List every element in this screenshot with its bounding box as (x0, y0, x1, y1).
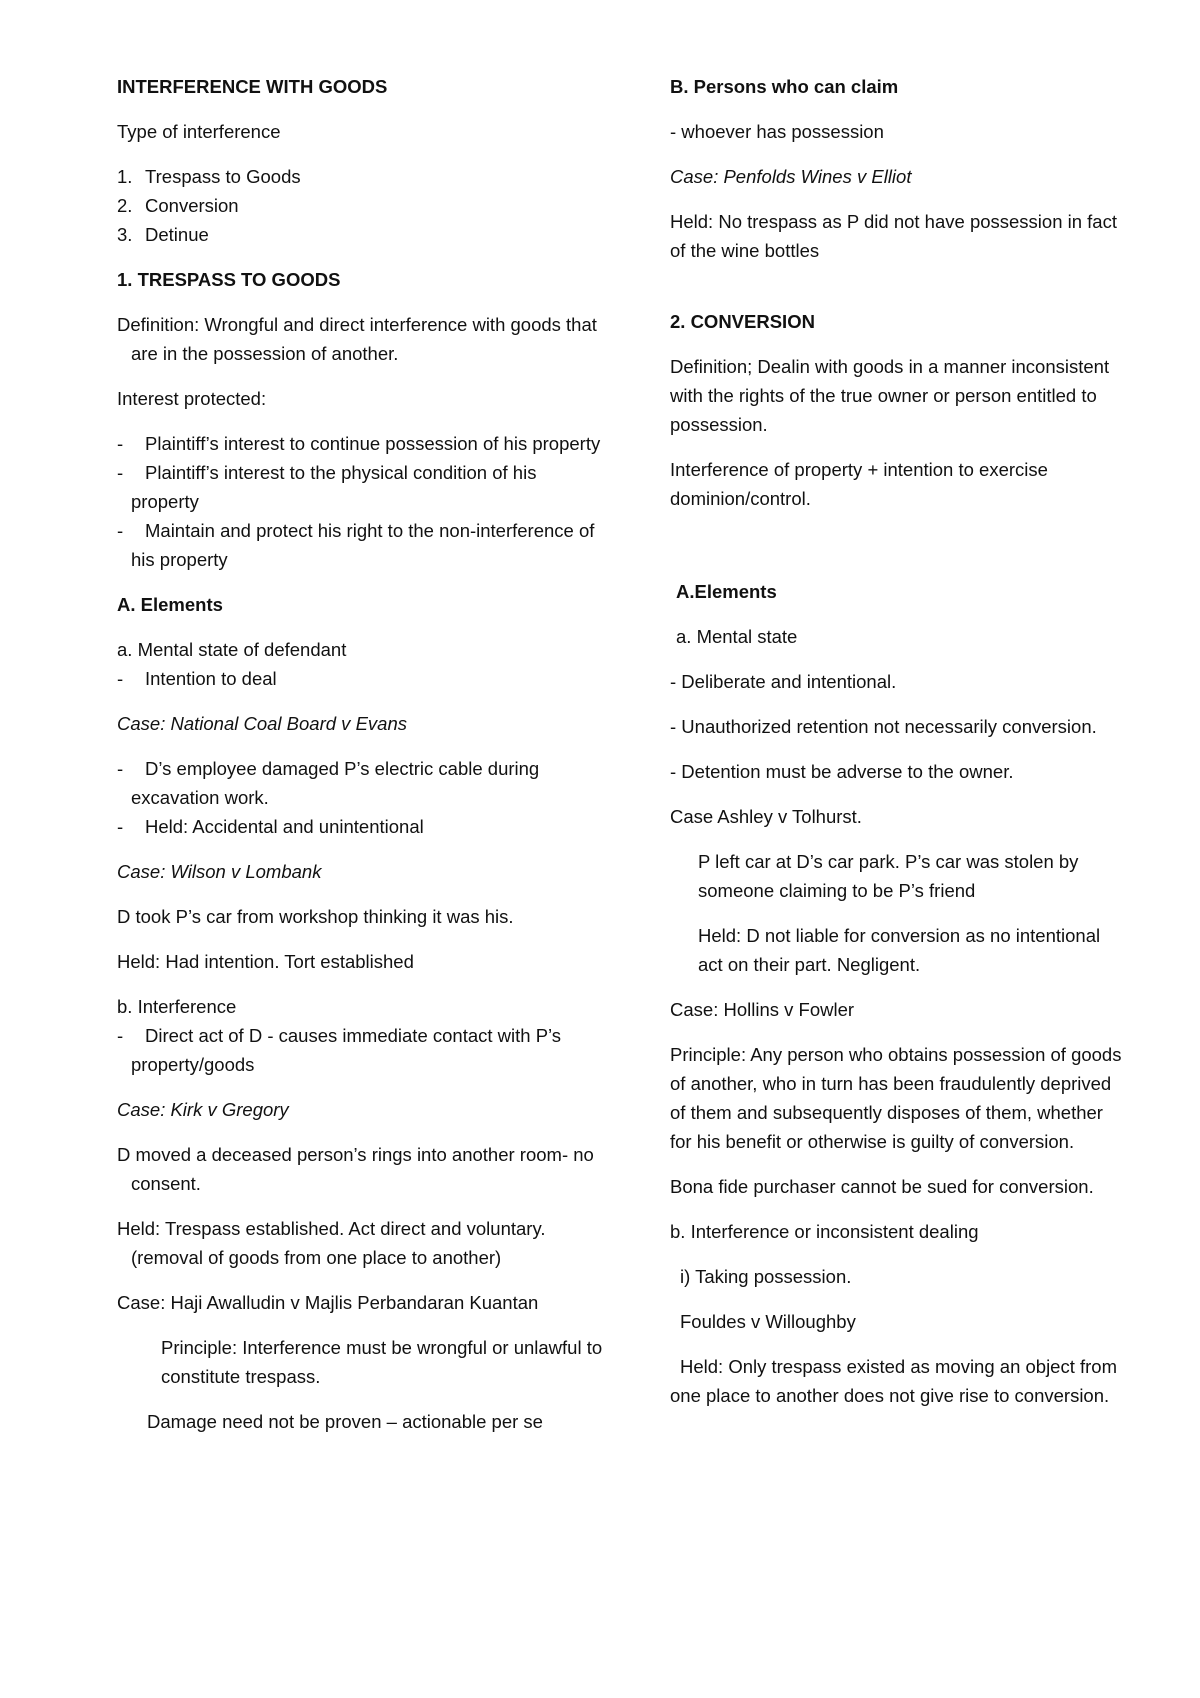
case-principle: Principle: Interference must be wrongful or unlawful to constitute trespass. (161, 1337, 603, 1387)
list-item: - Held: Accidental and unintentional (117, 816, 424, 837)
spacer (670, 281, 1125, 307)
conversion-definition: Definition; Dealin with goods in a manner inconsistent with the rights of the true owner or person entitled to possession. (670, 356, 1110, 435)
interests-list (117, 429, 607, 574)
case-held: Held: Trespass established. Act direct and voluntary. (removal of goods from one place to another) (117, 1218, 546, 1268)
case-fact: P left car at D’s car park. P’s car was stolen by someone claiming to be P’s friend (698, 851, 1079, 901)
case-heading: Fouldes v Willoughby (680, 1311, 856, 1332)
section-heading-trespass: 1. TRESPASS TO GOODS (117, 269, 341, 290)
conversion-formula: Interference of property + intention to exercise dominion/control. (670, 459, 1048, 509)
mental-state-label: a. Mental state of defendant (117, 639, 347, 660)
list-item: 3. Detinue (117, 224, 209, 245)
section-heading-conversion: 2. CONVERSION (670, 311, 815, 332)
list-item: - Maintain and protect his right to the non-interference of his property (117, 520, 595, 570)
case-note: Damage need not be proven – actionable per se (147, 1411, 543, 1432)
interference-label: b. Interference (117, 996, 237, 1017)
persons-heading: B. Persons who can claim (670, 76, 899, 97)
mental-state-label: a. Mental state (676, 626, 798, 647)
case-points (117, 754, 607, 841)
taking-possession: i) Taking possession. (680, 1266, 852, 1287)
case-held: Held: No trespass as P did not have possession in fact of the wine bottles (670, 211, 1117, 261)
elements-heading: A.Elements (676, 581, 777, 602)
list-item: 2. Conversion (117, 195, 239, 216)
list-item: - Plaintiff’s interest to the physical condition of his property (117, 462, 537, 512)
interest-heading: Interest protected: (117, 388, 267, 409)
case-fact: D took P’s car from workshop thinking it was his. (117, 906, 514, 927)
bona-fide-note: Bona fide purchaser cannot be sued for conversion. (670, 1176, 1094, 1197)
list-item: - Direct act of D - causes immediate contact with P’s property/goods (117, 1025, 562, 1075)
document-title: INTERFERENCE WITH GOODS (117, 76, 388, 97)
case-held: Held: Had intention. Tort established (117, 951, 414, 972)
list-item: - Unauthorized retention not necessarily conversion. (670, 716, 1097, 737)
list-item: - Detention must be adverse to the owner. (670, 761, 1014, 782)
types-list (117, 162, 607, 249)
type-heading: Type of interference (117, 121, 281, 142)
case-heading: Case: Penfolds Wines v Elliot (670, 166, 912, 187)
case-heading: Case: Hollins v Fowler (670, 999, 855, 1020)
case-heading: Case: Kirk v Gregory (117, 1099, 289, 1120)
persons-text: - whoever has possession (670, 121, 884, 142)
case-heading: Case: Haji Awalludin v Majlis Perbandaran Kuantan (117, 1292, 539, 1313)
spacer (670, 529, 1125, 577)
case-heading: Case: Wilson v Lombank (117, 861, 322, 882)
case-principle: Principle: Any person who obtains possession of goods of another, who in turn has been fraudulently deprived of them and subsequently disposes of them, whether for his benefit or otherwise is guilty of conversion. (670, 1044, 1122, 1152)
list-item: - Deliberate and intentional. (670, 671, 897, 692)
list-item: - D’s employee damaged P’s electric cable during excavation work. (117, 758, 540, 808)
case-held: Held: D not liable for conversion as no intentional act on their part. Negligent. (698, 925, 1101, 975)
interference-label: b. Interference or inconsistent dealing (670, 1221, 979, 1242)
right-column (670, 72, 1125, 1426)
trespass-definition: Definition: Wrongful and direct interference with goods that are in the possession of another. (117, 314, 597, 364)
list-item: - Plaintiff’s interest to continue possession of his property (117, 433, 601, 454)
left-column (117, 72, 607, 1452)
case-fact: D moved a deceased person’s rings into another room- no consent. (117, 1144, 594, 1194)
mental-state-block (117, 635, 607, 693)
list-item: 1. Trespass to Goods (117, 166, 301, 187)
case-heading: Case Ashley v Tolhurst. (670, 806, 862, 827)
interference-block (117, 992, 607, 1079)
elements-heading: A. Elements (117, 594, 223, 615)
case-heading: Case: National Coal Board v Evans (117, 713, 407, 734)
list-item: - Intention to deal (117, 668, 277, 689)
case-held: Held: Only trespass existed as moving an object from one place to another does not give rise to conversion. (670, 1356, 1117, 1406)
